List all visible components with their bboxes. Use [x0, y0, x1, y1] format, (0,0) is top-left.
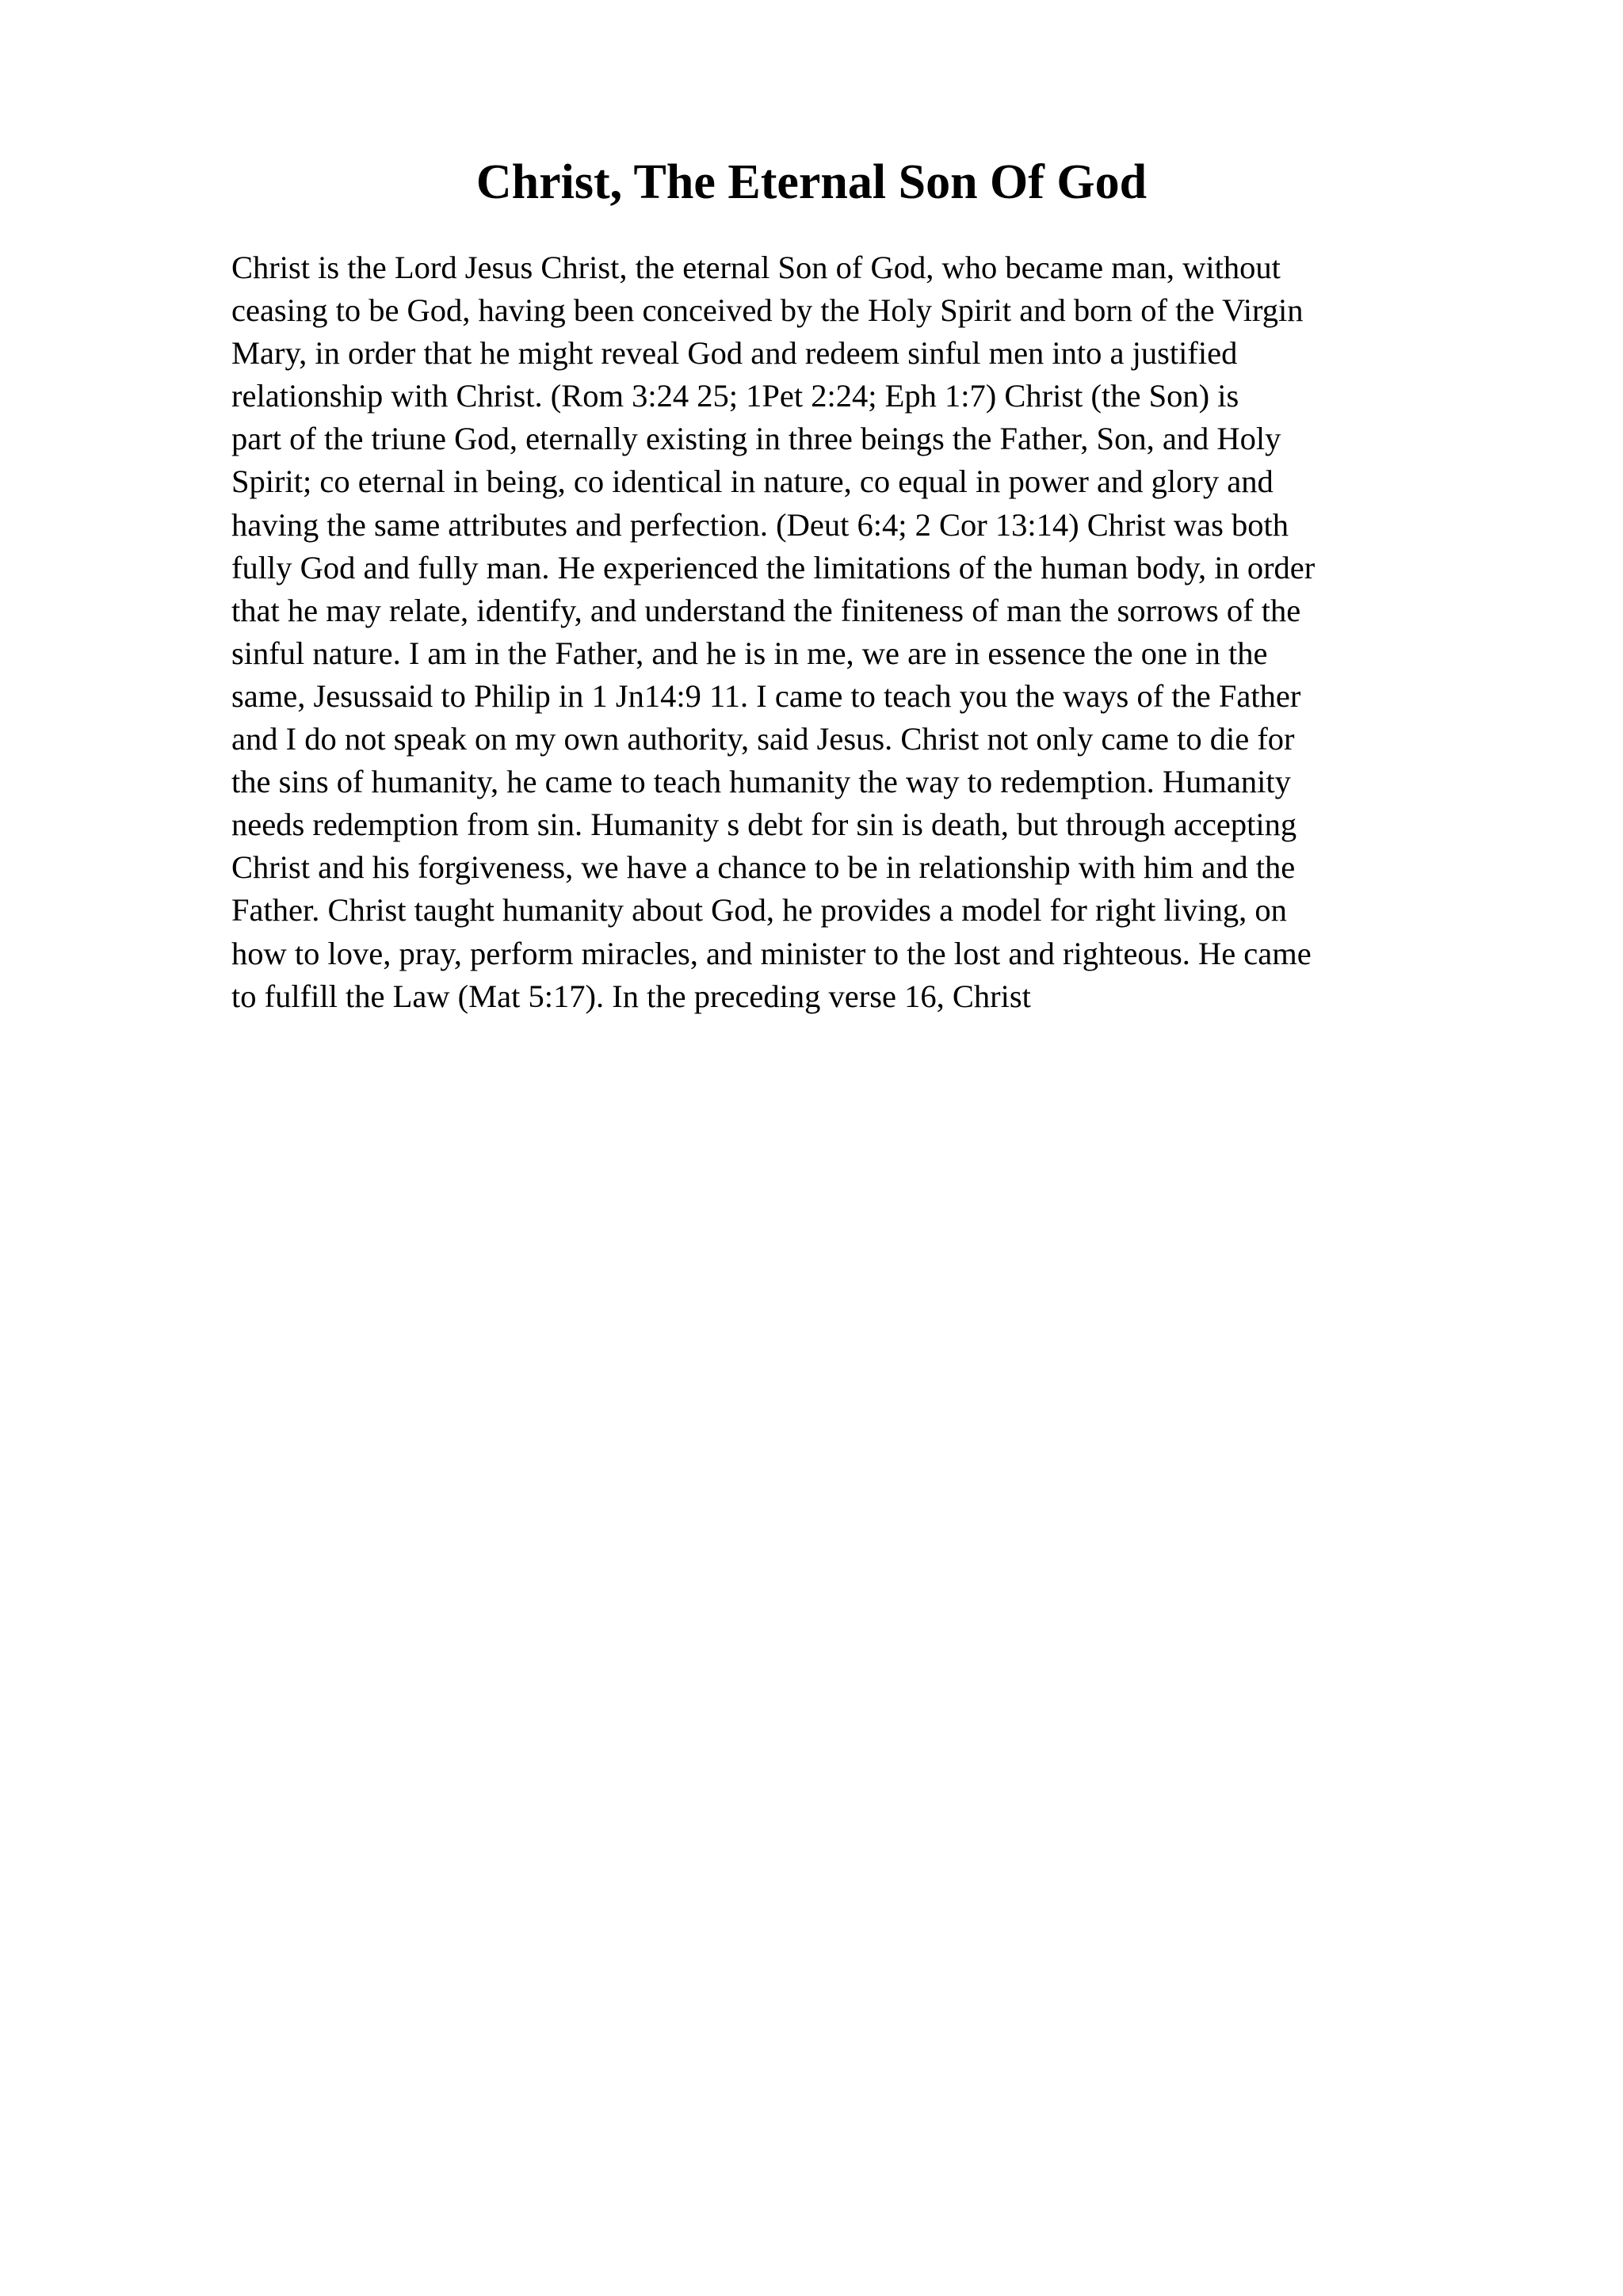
- body-line: the sins of humanity, he came to teach humanity the way to redemption. Humanity: [231, 764, 1291, 800]
- body-line: Father. Christ taught humanity about God, he provides a model for right living, on: [231, 892, 1287, 929]
- body-line: having the same attributes and perfection. (Deut 6:4; 2 Cor 13:14) Christ was both: [231, 506, 1289, 543]
- body-line: relationship with Christ. (Rom 3:24 25; 1Pet 2:24; Eph 1:7) Christ (the Son) is: [231, 378, 1239, 414]
- body-line: Mary, in order that he might reveal God and redeem sinful men into a justified: [231, 335, 1238, 372]
- body-line: fully God and fully man. He experienced the limitations of the human body, in order: [231, 549, 1316, 585]
- document-body: [231, 246, 1515, 1018]
- body-line: same, Jesussaid to Philip in 1 Jn14:9 11. I came to teach you the ways of the Father: [231, 677, 1301, 714]
- body-line: Christ is the Lord Jesus Christ, the eternal Son of God, who became man, without: [231, 250, 1281, 285]
- body-line: sinful nature. I am in the Father, and he is in me, we are in essence the one in the: [231, 635, 1268, 671]
- body-line: that he may relate, identify, and understand the finiteness of man the sorrows of the: [231, 592, 1301, 628]
- document-title: Christ, The Eternal Son Of God: [475, 155, 1148, 209]
- body-line: and I do not speak on my own authority, said Jesus. Christ not only came to die for: [231, 721, 1295, 757]
- body-line: how to love, pray, perform miracles, and minister to the lost and righteous. He came: [231, 935, 1312, 971]
- body-line: to fulfill the Law (Mat 5:17). In the preceding verse 16, Christ: [231, 978, 1031, 1014]
- body-line: Christ and his forgiveness, we have a chance to be in relationship with him and the: [231, 849, 1296, 886]
- body-line: part of the triune God, eternally existing in three beings the Father, Son, and Holy: [231, 421, 1281, 457]
- body-line: needs redemption from sin. Humanity s debt for sin is death, but through accepting: [231, 807, 1297, 843]
- body-line: Spirit; co eternal in being, co identical in nature, co equal in power and glory and: [231, 463, 1274, 500]
- body-line: ceasing to be God, having been conceived by the Holy Spirit and born of the Virgin: [231, 292, 1304, 329]
